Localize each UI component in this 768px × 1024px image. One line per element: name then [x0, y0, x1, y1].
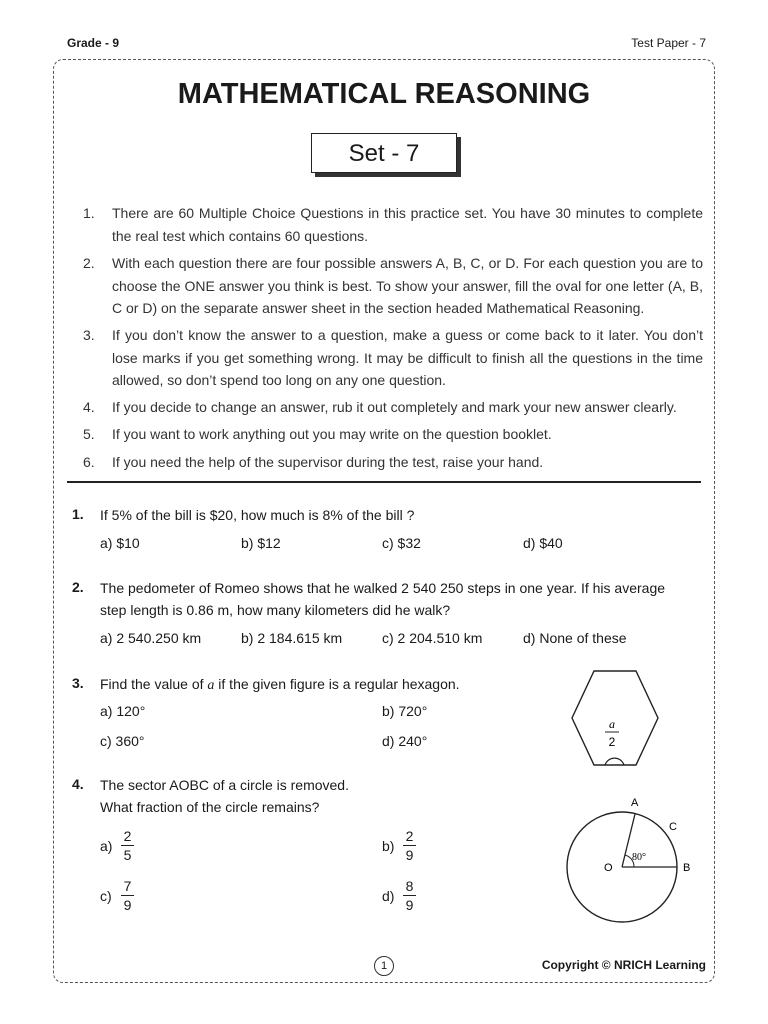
question-text: The pedometer of Romeo shows that he walked 2 540 250 steps in one year. If his average	[100, 580, 666, 596]
question-number: 2.	[72, 579, 84, 595]
answer-option-label: c)	[100, 888, 112, 904]
set-label-box: Set - 7	[311, 133, 457, 173]
fraction: 7 9	[121, 878, 134, 913]
fraction: 2 5	[121, 828, 134, 863]
question-number: 4.	[72, 776, 84, 792]
answer-option: a) $10	[100, 535, 140, 551]
fraction: 8 9	[403, 878, 416, 913]
hex-angle-denominator: 2	[608, 735, 616, 749]
answer-option: b) 720°	[382, 703, 428, 719]
label-O: O	[604, 862, 613, 874]
question-text: Find the value of a if the given figure is a regular hexagon.	[100, 676, 460, 693]
label-angle: 80°	[632, 852, 646, 863]
section-divider	[67, 481, 701, 483]
label-B: B	[683, 862, 691, 874]
question-text-cont: step length is 0.86 m, how many kilometers did he walk?	[100, 602, 451, 618]
question-number: 1.	[72, 506, 84, 522]
answer-option: d) 240°	[382, 733, 428, 749]
page-number: 1	[374, 956, 394, 976]
hex-angle-numerator: a	[609, 717, 615, 731]
question-number: 3.	[72, 675, 84, 691]
answer-option: c) 2 204.510 km	[382, 630, 483, 646]
answer-option-label: b)	[382, 838, 395, 854]
instruction-item: 1. There are 60 Multiple Choice Questions in this practice set. You have 30 minutes to complete the real test which contains 60 questions.	[83, 205, 703, 244]
hexagon-figure	[568, 668, 662, 770]
test-paper-label: Test Paper - 7	[631, 36, 706, 50]
answer-option: c) $32	[382, 535, 421, 551]
answer-option: c) 360°	[100, 733, 145, 749]
answer-option: a) 2 540.250 km	[100, 630, 202, 646]
label-C: C	[669, 821, 677, 833]
answer-option: d) None of these	[523, 630, 627, 646]
answer-option: d) $40	[523, 535, 563, 551]
grade-label: Grade - 9	[67, 36, 120, 50]
fraction: 2 9	[403, 828, 416, 863]
instruction-item: 6. If you need the help of the supervisor during the test, raise your hand.	[83, 454, 544, 470]
question-text: The sector AOBC of a circle is removed.	[100, 777, 349, 793]
answer-option: b) 2 184.615 km	[241, 630, 343, 646]
question-text-cont: What fraction of the circle remains?	[100, 799, 320, 815]
question-text: If 5% of the bill is $20, how much is 8% of the bill ?	[100, 507, 415, 523]
instruction-item: 5. If you want to work anything out you may write on the question booklet.	[83, 426, 552, 442]
circle-sector-figure	[560, 792, 700, 932]
answer-option-label: a)	[100, 838, 113, 854]
instruction-item: 2. With each question there are four possible answers A, B, C, or D. For each question you are to choose the ONE answer you think is best. To show your answer, fill the oval for one letter (A, B, C or D) on the separate answer sheet in the section headed Mathematical Reasoning.	[83, 255, 703, 316]
instruction-item: 3. If you don’t know the answer to a question, make a guess or come back to it later. You don’t lose marks if you get something wrong. It may be difficult to finish all the questions in the time allowed, so don’t spend too long on any one question.	[83, 327, 703, 388]
answer-option: a) 120°	[100, 703, 146, 719]
label-A: A	[631, 797, 639, 809]
copyright-text: Copyright © NRICH Learning	[541, 958, 706, 972]
answer-option-label: d)	[382, 888, 395, 904]
answer-option: b) $12	[241, 535, 281, 551]
page-title: MATHEMATICAL REASONING	[177, 78, 591, 110]
instruction-item: 4. If you decide to change an answer, rub it out completely and mark your new answer clearly.	[83, 399, 677, 415]
